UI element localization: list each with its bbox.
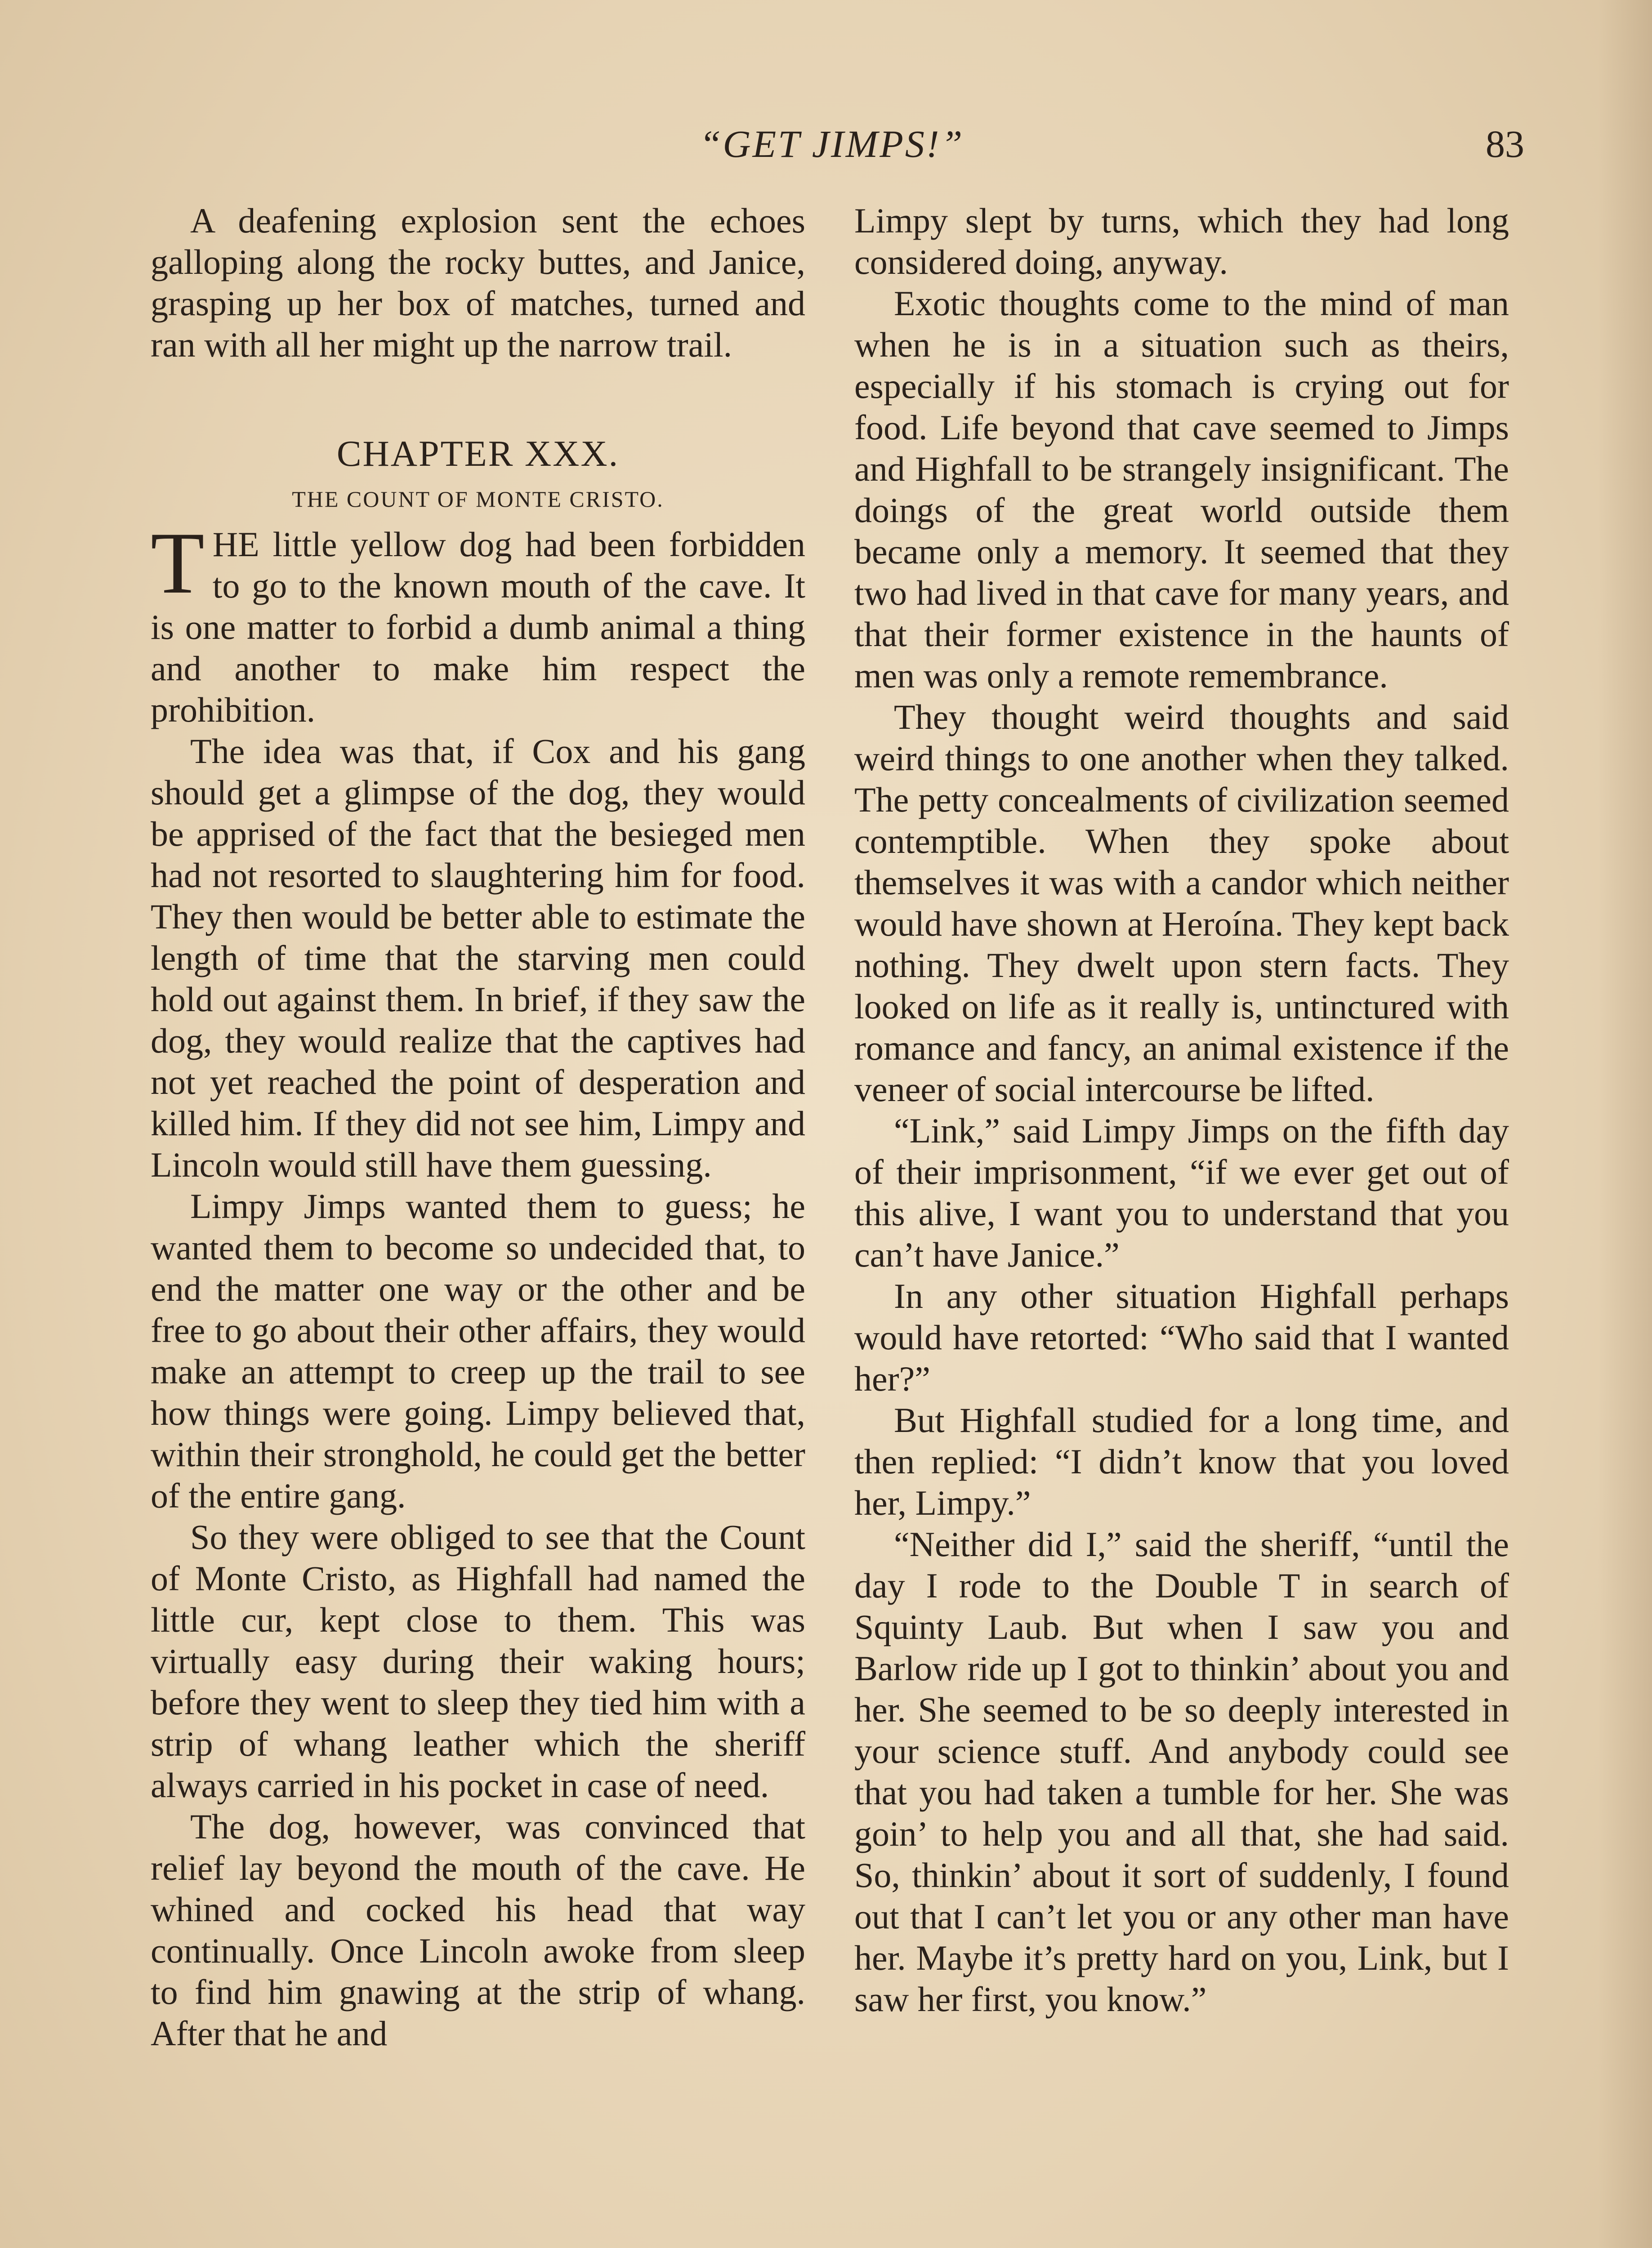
paragraph: The idea was that, if Cox and his gang should get a glimpse of the dog, they would be apprised of the fact that the besieged men had not resorted to slaughtering him for food. They then would be better able to estimate the length of time that the starving men could hold out against them. In brief, if they saw the dog, they would realize that the captives had not yet reached the point of desperation and killed him. If they did not see him, Limpy and Lincoln would still have them guessing. (151, 731, 805, 1184)
paragraph: Exotic thoughts come to the mind of man when he is in a situation such as theirs, especially if his stomach is crying out for food. Life beyond that cave seemed to Jimps and Highfall to be strangely insignificant. The doings of the great world outside them became only a memory. It seemed that they two had lived in that cave for many years, and that their former existence in the haunts of men was only a remote remembrance. (854, 284, 1509, 695)
paragraph: The dog, however, was convinced that relief lay beyond the mouth of the cave. He whined and cocked his head that way continually. Once Lincoln awoke from sleep to find him gnawing at the strip of whang. After that he and (151, 1807, 805, 2053)
page-spine-shadow (1598, 0, 1652, 2248)
right-column (854, 200, 1509, 2020)
paragraph: A deafening explosion sent the echoes galloping along the rocky buttes, and Janice, grasping up her box of matches, turned and ran with all her might up the narrow trail. (151, 201, 805, 364)
continued-paragraph: Limpy slept by turns, which they had long considered doing, anyway. (854, 201, 1509, 281)
paragraph: So they were obliged to see that the Count of Monte Cristo, as Highfall had named the little cur, kept close to them. This was virtually easy during their waking hours; before they went to sleep they tied him with a strip of whang leather which the sheriff always carried in his pocket in case of need. (151, 1517, 805, 1805)
page-number: 83 (1486, 122, 1524, 165)
drop-cap: T (151, 514, 205, 612)
paragraph: They thought weird thoughts and said weird things to one another when they talked. The petty concealments of civilization seemed contemptible. When they spoke about themselves it was with a candor which neither would have shown at Heroína. They kept back nothing. They dwelt upon stern facts. They looked on life as it really is, untinctured with romance and fancy, an animal existence if the veneer of social intercourse be lifted. (854, 697, 1509, 1109)
paragraph: In any other situation Highfall perhaps would have retorted: “Who said that I wanted her?” (854, 1276, 1509, 1398)
opening-paragraph-text: HE little yellow dog had been forbidden to go to the known mouth of the cave. It is one matter to forbid a dumb animal a thing and another to make him respect the prohibition. (151, 525, 805, 729)
running-head: “GET JIMPS!” (699, 122, 964, 165)
paragraph: Limpy Jimps wanted them to guess; he wanted them to become so undecided that, to end the matter one way or the other and be free to go about their other affairs, they would make an attempt to creep up the trail to see how things were going. Limpy believed that, within their stronghold, he could get the better of the entire gang. (151, 1186, 805, 1515)
opening-paragraph (151, 514, 805, 731)
paragraph: “Neither did I,” said the sheriff, “until the day I rode to the Double T in search of Squinty Laub. But when I saw you and Barlow ride up I got to thinkin’ about you and her. She seemed to be so deeply interested in your science stuff. And anybody could see that you had taken a tumble for her. She was goin’ to help you and all that, she had said. So, thinkin’ about it sort of suddenly, I found out that I can’t let you or any other man have her. Maybe it’s pretty hard on you, Link, but I saw her first, you know.” (854, 1525, 1509, 2019)
paragraph: But Highfall studied for a long time, and then replied: “I didn’t know that you loved her, Limpy.” (854, 1401, 1509, 1522)
left-column (151, 200, 805, 2054)
paragraph: “Link,” said Limpy Jimps on the fifth day of their imprisonment, “if we ever get out of this alive, I want you to understand that you can’t have Janice.” (854, 1111, 1509, 1274)
page-header (0, 121, 1652, 171)
chapter-title: CHAPTER XXX. (336, 433, 620, 474)
chapter-subtitle: THE COUNT OF MONTE CRISTO. (292, 486, 664, 512)
